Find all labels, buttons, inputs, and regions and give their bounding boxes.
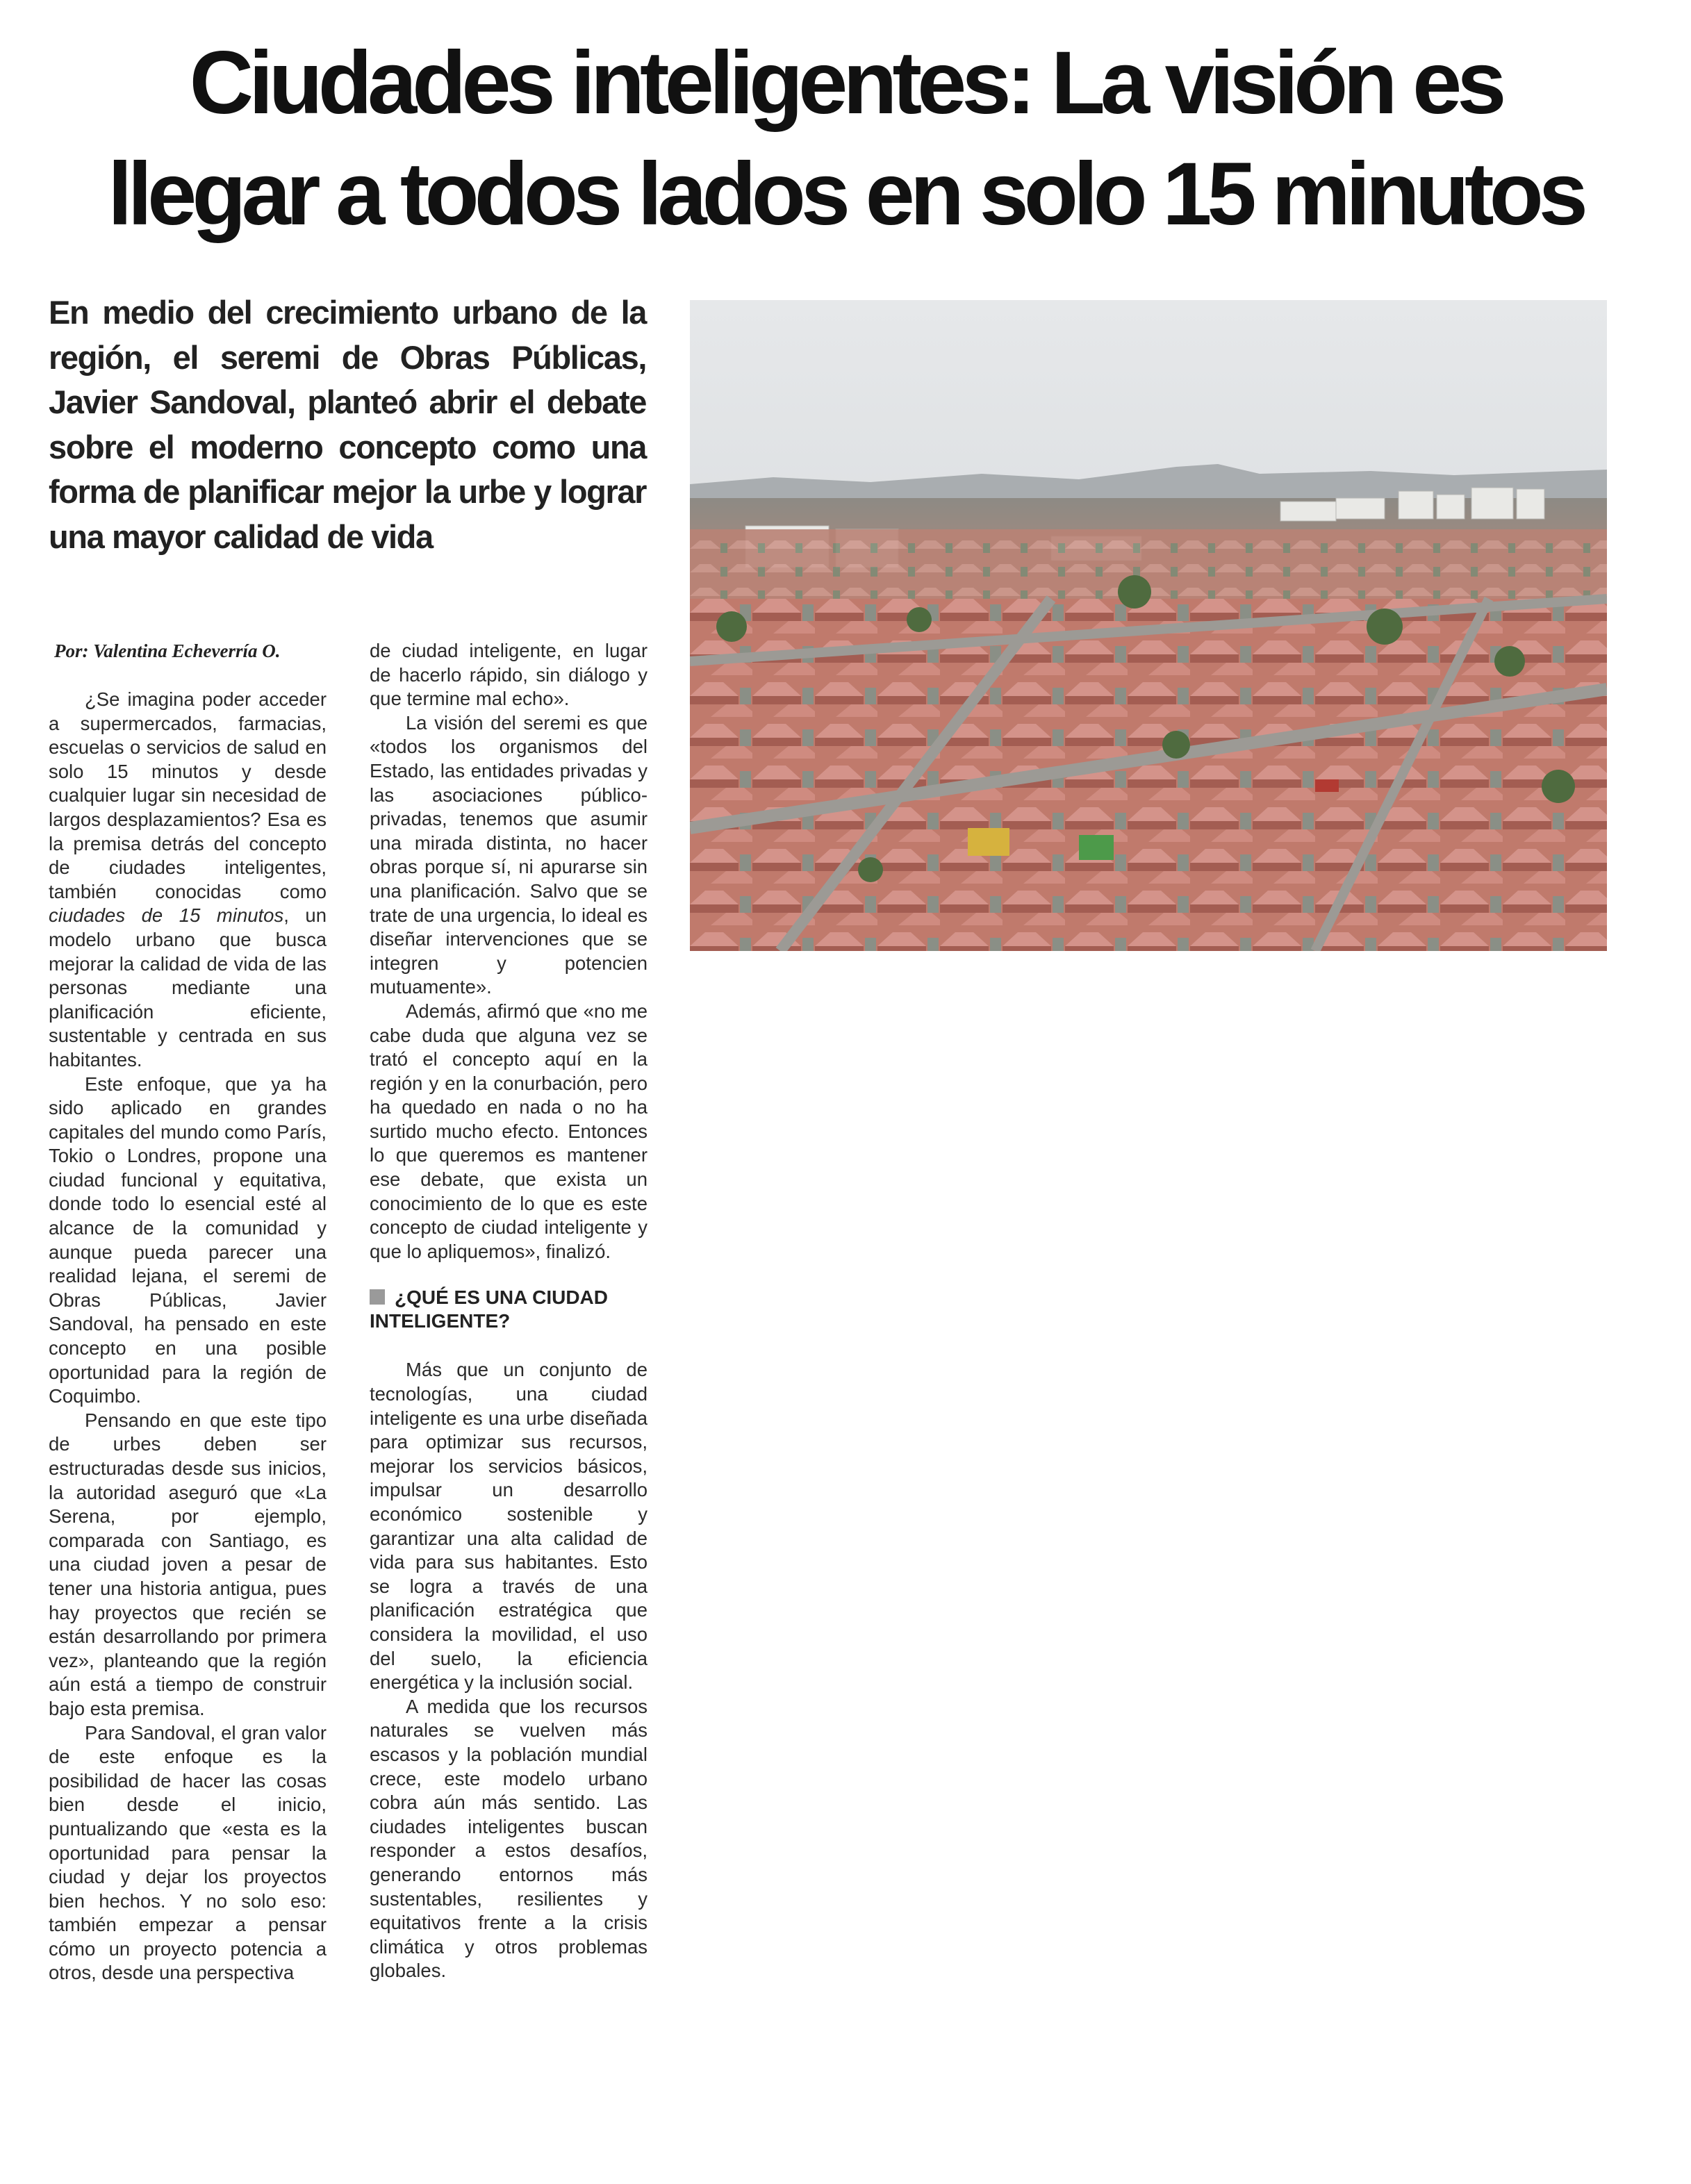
body-column-1	[49, 688, 327, 1985]
body-paragraph: Más que un conjunto de tecnologías, una ciudad inteligente es una urbe diseñada para optimizar sus recursos, mejorar los servicios básicos, impulsar un desarrollo económico sostenible y garantizar una alta calidad de vida para sus habitantes. Esto se logra a través de una planificación estratégica que considera la movilidad, el uso del suelo, la eficiencia energética y la inclusión social.	[370, 1359, 647, 1694]
body-paragraph: A medida que los recursos naturales se vuelven más escasos y la población mundial crece, este modelo urbano cobra aún más sentido. Las ciudades inteligentes buscan responder a estos desafíos, generando entornos más sustentables, resilientes y equitativos frente a la crisis climática y otros problemas globales.	[370, 1695, 647, 1982]
body-paragraph: Pensando en que este tipo de urbes deben ser estructuradas desde sus inicios, la autoridad aseguró que «La Serena, por ejemplo, comparada con Santiago, es una ciudad joven a pesar de tener una historia antigua, pues hay proyectos que recién se están desarrollando por primera vez», planteando que la región aún está a tiempo de construir bajo esta premisa.	[49, 1409, 327, 1719]
body-paragraph: de ciudad inteligente, en lugar de hacerlo rápido, sin diálogo y que termine mal echo».	[370, 640, 647, 710]
byline: Por: Valentina Echeverría O.	[54, 640, 281, 661]
aerial-neighborhood-photo	[690, 300, 1607, 951]
text-run: ¿Se imagina poder acceder a supermercados, farmacias, escuelas o servicios de salud en solo 15 minutos y desde cualquier lugar sin necesidad de largos desplazamientos? Esa es la premisa detrás del concepto de ciudades inteligentes, también conocidas como	[49, 688, 327, 902]
emphasis-text: ciudades de 15 minutos	[49, 904, 284, 927]
body-paragraph: Para Sandoval, el gran valor de este enfoque es la posibilidad de hacer las cosas bien desde el inicio, puntualizando que «esta es la oportunidad para pensar la ciudad y dejar los proyectos bien hechos. Y no solo eso: también empezar a pensar cómo un proyecto potencia a otros, desde una perspectiva	[49, 1721, 327, 1984]
headline-line-2: llegar a todos lados en solo 15 minutos	[108, 144, 1583, 244]
article-photo	[690, 300, 1607, 951]
square-bullet-icon	[370, 1289, 385, 1305]
subheading-text: ¿QUÉ ES UNA CIUDAD INTELIGENTE?	[370, 1287, 608, 1332]
body-column-2	[370, 639, 647, 1983]
lead-paragraph: En medio del crecimiento urbano de la región, el seremi de Obras Públicas, Javier Sandoval, planteó abrir el debate sobre el moderno concepto como una forma de planificar mejor la urbe y lograr una mayor calidad de vida	[49, 294, 646, 555]
text-run: , un modelo urbano que busca mejorar la calidad de vida de las personas mediante una planificación eficiente, sustentable y centrada en sus habitantes.	[49, 904, 327, 1070]
section-subheading	[370, 1286, 647, 1333]
body-paragraph: La visión del seremi es que «todos los organismos del Estado, las entidades privadas y las asociaciones público-privadas, tenemos que asumir una mirada distinta, no hacer obras porque sí, ni apurarse sin una planificación. Salvo que se trate de una urgencia, lo ideal es diseñar intervenciones que se integren y potencien mutuamente».	[370, 711, 647, 998]
headline	[42, 28, 1649, 250]
headline-line-1: Ciudades inteligentes: La visión es	[189, 33, 1502, 133]
body-paragraph: Este enfoque, que ya ha sido aplicado en grandes capitales del mundo como París, Tokio o Londres, propone una ciudad funcional y equitativa, donde todo lo esencial esté al alcance de la comunidad y aunque pueda parecer una realidad lejana, el seremi de Obras Públicas, Javier Sandoval, ha pensado en este concepto en una posible oportunidad para la región de Coquimbo.	[49, 1073, 327, 1407]
body-paragraph	[49, 688, 327, 1073]
body-paragraph: Además, afirmó que «no me cabe duda que alguna vez se trató el concepto aquí en la región y en la conurbación, pero ha quedado en nada o no ha surtido mucho efecto. Entonces lo que queremos es mantener ese debate, que exista un conocimiento de lo que es este concepto de ciudad inteligente y que lo apliquemos», finalizó.	[370, 1000, 647, 1262]
